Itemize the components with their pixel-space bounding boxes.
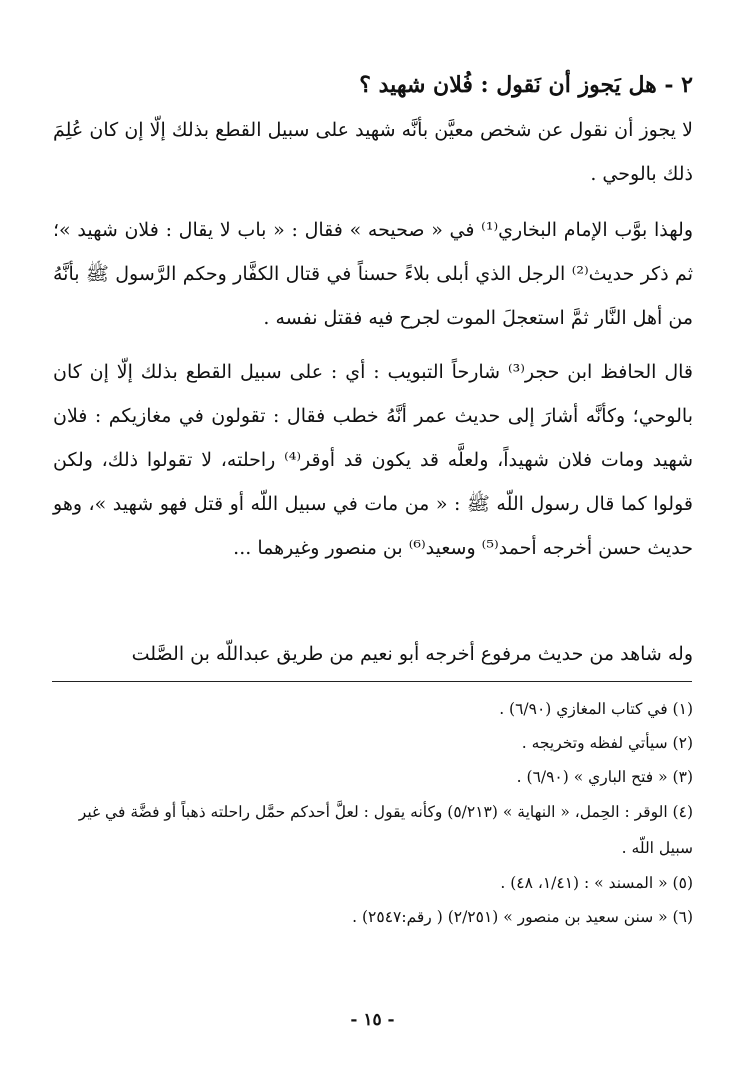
paragraph-1: لا يجوز أن نقول عن شخص معيَّن بأنَّه شهيد على سبيل القطع بذلك إلّا إن كان عُلِمَ ذلك بالوحي .	[53, 119, 693, 185]
paragraph-2: ولهذا بوَّب الإمام البخاري⁽¹⁾ في « صحيحه » فقال : « باب لا يقال : فلان شهيد »؛ ثم ذكر حديث⁽²⁾ الرجل الذي أبلى بلاءً حسناً في قتال الكفَّار وحكم الرَّسول ﷺ بأنَّهُ من أهل النَّار ثمَّ استعجلَ الموت لجرح فيه فقتل نفسه .	[53, 219, 694, 329]
paragraph-4: وله شاهد من حديث مرفوع أخرجه أبو نعيم من طريق عبداللّه بن الصَّلت	[131, 643, 693, 665]
footnotes	[53, 692, 693, 934]
footnote-6: (٦) « سنن سعيد بن منصور » (٢/٢٥١) ( رقم:٢٥٤٧) .	[352, 908, 693, 926]
footnote-1: (١) في كتاب المغازي (٦/٩٠) .	[499, 700, 693, 718]
paragraph-3: قال الحافظ ابن حجر⁽³⁾ شارحاً التبويب : أي : على سبيل القطع بذلك إلّا إن كان بالوحي؛ وكأنَّه أشارَ إلى حديث عمر أنَّهُ خطب فقال : تقولون في مغازيكم : فلان شهيد ومات فلان شهيداً، ولعلَّه قد يكون قد أوقر⁽⁴⁾ راحلته، لا تقولوا ذلك، ولكن قولوا كما قال رسول اللّه ﷺ : « من مات في سبيل اللّه أو قتل فهو شهيد »، وهو حديث حسن أخرجه أحمد⁽⁵⁾ وسعيد⁽⁶⁾ بن منصور وغيرهما ...	[53, 361, 694, 559]
footnote-4: (٤) الوقر : الحِمل، « النهاية » (٥/٢١٣) وكأنه يقول : لعلَّ أحدكم حمَّل راحلته ذهباً أو فضَّة في غير سبيل اللّه .	[78, 803, 693, 857]
footnote-2: (٢) سيأتي لفظه وتخريجه .	[521, 734, 693, 752]
footnote-3: (٣) « فتح الباري » (٦/٩٠) .	[516, 768, 693, 786]
section-heading: ٢ - هل يَجوز أن نَقول : فُلان شهيد ؟	[359, 72, 693, 98]
page-number: - ١٥ -	[350, 1010, 395, 1030]
footnote-divider	[52, 681, 692, 682]
footnote-5: (٥) « المسند » : (١/٤١، ٤٨) .	[500, 874, 693, 892]
